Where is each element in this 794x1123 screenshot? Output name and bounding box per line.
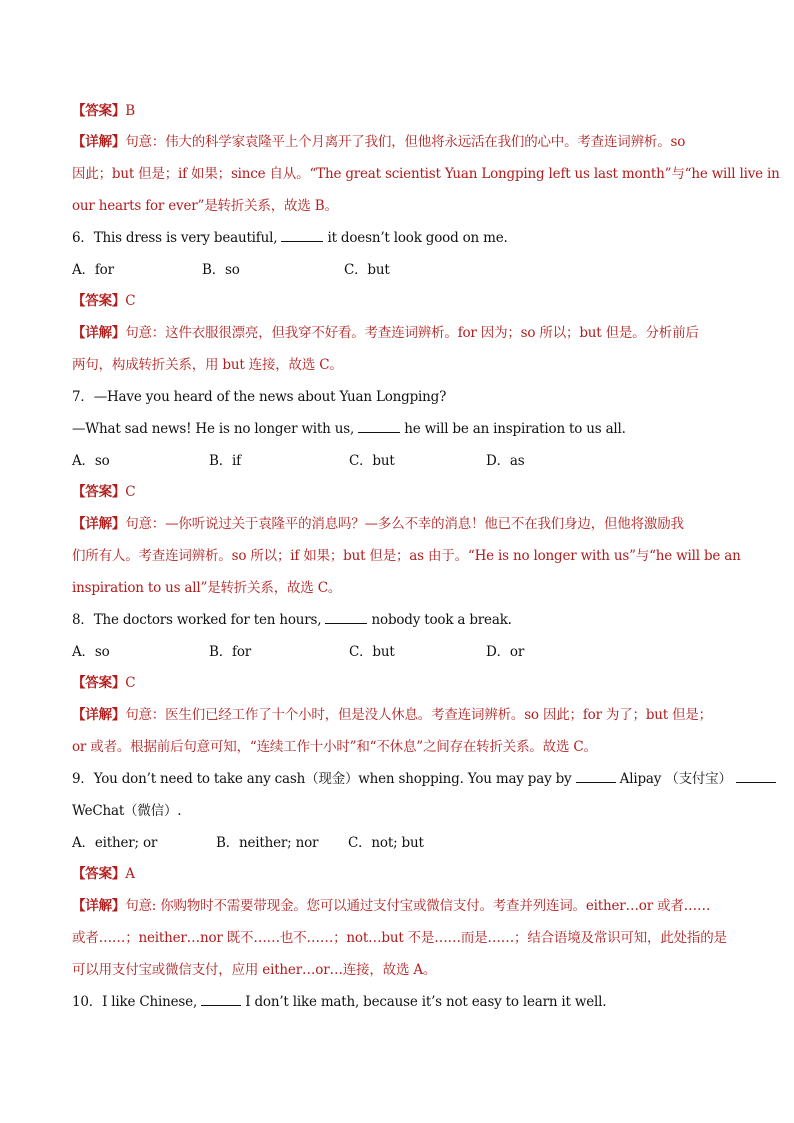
answer-tag: 【答案】 xyxy=(72,103,126,119)
answer-8 xyxy=(72,673,732,693)
option-b: B．if xyxy=(209,453,241,469)
answer-value: B xyxy=(125,103,135,119)
explanation-text: 句意: 你购物时不需要带现金。您可以通过支付宝或微信支付。考查并列连词。either…or 或者…… xyxy=(125,898,711,914)
option-b: B．so xyxy=(202,262,240,278)
explanation-9-line-1 xyxy=(72,896,732,916)
stem-text: he will be an inspiration to us all. xyxy=(404,421,626,437)
answer-value: C xyxy=(125,293,136,309)
stem-text: —What sad news! He is no longer with us, xyxy=(72,421,355,437)
answer-blank xyxy=(736,770,776,783)
option-c: C．but xyxy=(344,262,390,278)
question-7-options xyxy=(72,451,732,471)
question-9-stem-1 xyxy=(72,769,732,789)
answer-blank xyxy=(576,770,616,783)
question-7-stem-2 xyxy=(72,419,732,439)
option-c: C．not; but xyxy=(348,835,424,851)
question-6-stem xyxy=(72,228,732,248)
option-a: A．so xyxy=(72,644,110,660)
stem-text: Alipay （支付宝） xyxy=(619,771,732,787)
stem-text: 10．I like Chinese, xyxy=(72,994,198,1010)
option-c: C．but xyxy=(349,644,395,660)
option-d: D．as xyxy=(486,453,525,469)
answer-blank xyxy=(201,993,241,1006)
question-8-stem xyxy=(72,610,732,630)
answer-blank xyxy=(358,420,400,433)
question-10-stem xyxy=(72,992,732,1012)
question-9-options xyxy=(72,833,732,853)
question-7-stem-1: 7．—Have you heard of the news about Yuan Longping? xyxy=(72,389,447,405)
explanation-tag: 【详解】 xyxy=(72,134,126,150)
explanation-8-line-1 xyxy=(72,705,732,725)
stem-text: I don’t like math, because it’s not easy to learn it well. xyxy=(245,994,607,1010)
answer-tag: 【答案】 xyxy=(72,866,126,882)
question-9-stem-2: WeChat（微信）. xyxy=(72,803,182,819)
option-b: B．neither; nor xyxy=(216,835,319,851)
answer-tag: 【答案】 xyxy=(72,484,126,500)
explanation-9-line-2: 或者……；neither…nor 既不……也不……；not…but 不是……而是……；结合语境及常识可知，此处指的是 xyxy=(72,930,727,946)
stem-text: 6．This dress is very beautiful, xyxy=(72,230,278,246)
explanation-7-line-3: inspiration to us all”是转折关系，故选 C。 xyxy=(72,580,342,596)
explanation-text: 句意：伟大的科学家袁隆平上个月离开了我们，但他将永远活在我们的心中。考查连词辨析。so xyxy=(125,134,686,150)
explanation-tag: 【详解】 xyxy=(72,707,126,723)
answer-tag: 【答案】 xyxy=(72,675,126,691)
option-a: A．either; or xyxy=(72,835,158,851)
explanation-5-line-2: 因此；but 但是；if 如果；since 自从。“The great scientist Yuan Longping left us last month”与“he will live in xyxy=(72,166,780,182)
option-c: C．but xyxy=(349,453,395,469)
answer-blank xyxy=(325,611,367,624)
explanation-8-line-2: or 或者。根据前后句意可知，“连续工作十小时”和“不休息”之间存在转折关系。故选 C。 xyxy=(72,739,597,755)
answer-blank xyxy=(281,229,323,242)
stem-text: 9．You don’t need to take any cash（现金）when shopping. You may pay by xyxy=(72,771,572,787)
stem-text: 8．The doctors worked for ten hours, xyxy=(72,612,322,628)
explanation-tag: 【详解】 xyxy=(72,325,126,341)
explanation-7-line-2: 们所有人。考查连词辨析。so 所以；if 如果；but 但是；as 由于。“He is no longer with us”与“he will be an xyxy=(72,548,741,564)
answer-7 xyxy=(72,482,732,502)
answer-5 xyxy=(72,101,732,121)
explanation-tag: 【详解】 xyxy=(72,898,126,914)
stem-text: nobody took a break. xyxy=(371,612,512,628)
explanation-5-line-3: our hearts for ever”是转折关系，故选 B。 xyxy=(72,198,338,214)
explanation-text: 句意：这件衣服很漂亮，但我穿不好看。考查连词辨析。for 因为；so 所以；but 但是。分析前后 xyxy=(125,325,699,341)
explanation-text: 句意：—你听说过关于袁隆平的消息吗？—多么不幸的消息！他已不在我们身边，但他将激励我 xyxy=(125,516,684,532)
answer-9 xyxy=(72,864,732,884)
question-8-options xyxy=(72,642,732,662)
option-d: D．or xyxy=(486,644,525,660)
explanation-7-line-1 xyxy=(72,514,732,534)
explanation-6-line-1 xyxy=(72,323,732,343)
explanation-6-line-2: 两句，构成转折关系，用 but 连接，故选 C。 xyxy=(72,357,343,373)
explanation-text: 句意：医生们已经工作了十个小时，但是没人休息。考查连词辨析。so 因此；for 为了；but 但是； xyxy=(125,707,712,723)
question-6-options xyxy=(72,260,732,280)
explanation-9-line-3: 可以用支付宝或微信支付，应用 either…or…连接，故选 A。 xyxy=(72,962,437,978)
answer-value: C xyxy=(125,675,136,691)
option-b: B．for xyxy=(209,644,251,660)
option-a: A．for xyxy=(72,262,114,278)
answer-6 xyxy=(72,291,732,311)
explanation-5-line-1 xyxy=(72,132,732,152)
stem-text: it doesn’t look good on me. xyxy=(327,230,508,246)
explanation-tag: 【详解】 xyxy=(72,516,126,532)
option-a: A．so xyxy=(72,453,110,469)
answer-tag: 【答案】 xyxy=(72,293,126,309)
answer-value: C xyxy=(125,484,136,500)
answer-value: A xyxy=(125,866,135,882)
